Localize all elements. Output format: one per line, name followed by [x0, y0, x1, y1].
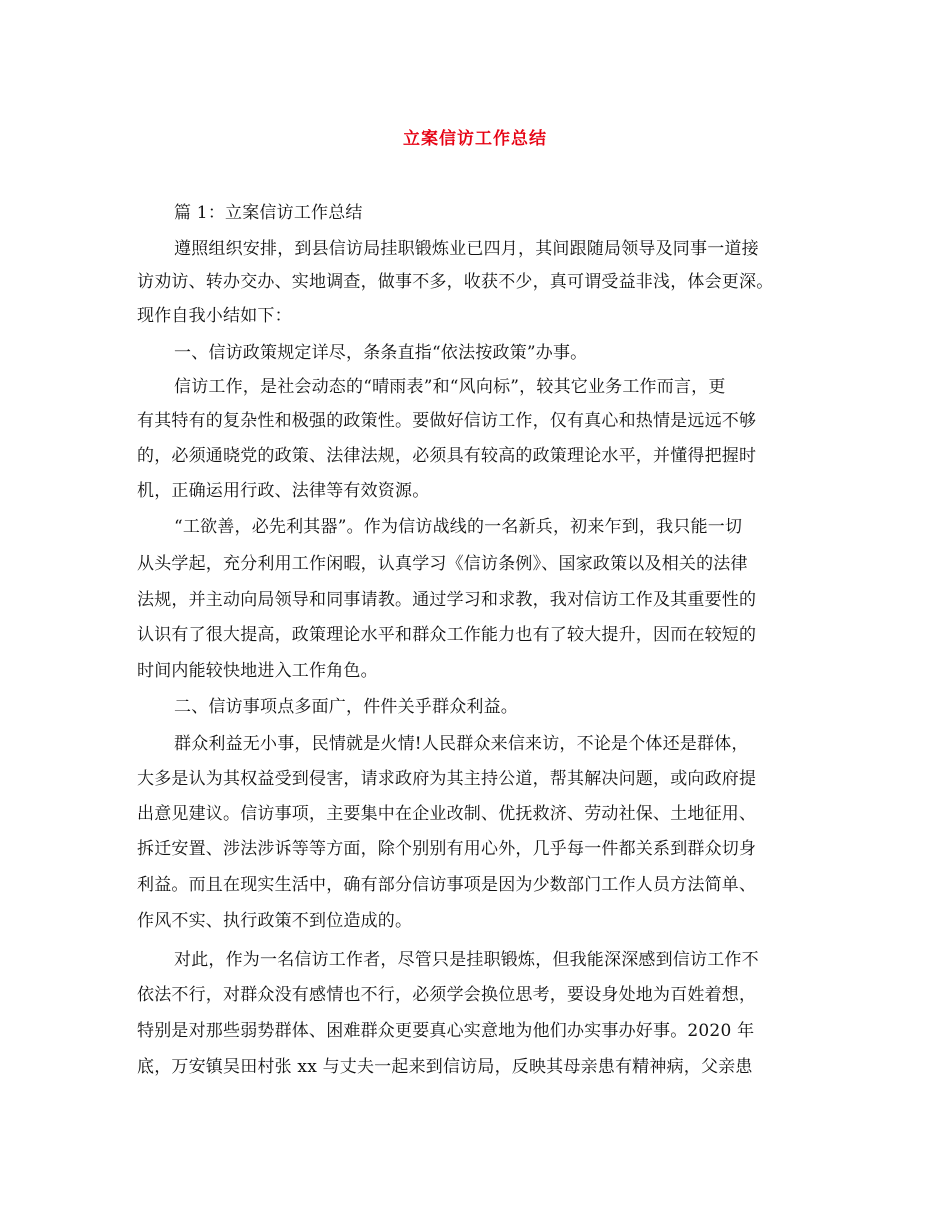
paragraph-line: 信访工作，是社会动态的“晴雨表”和“风向标”，较其它业务工作而言，更	[174, 377, 726, 397]
paragraph-line: 遵照组织安排，到县信访局挂职锻炼业已四月，其间跟随局领导及同事一道接	[174, 239, 759, 259]
paragraph-line: 认识有了很大提高，政策理论水平和群众工作能力也有了较大提升，因而在较短的	[137, 625, 757, 645]
paragraph-line: 现作自我小结如下：	[137, 306, 292, 326]
paragraph-line: 时间内能较快地进入工作角色。	[137, 661, 378, 681]
paragraph-line: 群众利益无小事，民情就是火情!人民群众来信来访，不论是个体还是群体，	[174, 734, 749, 754]
paragraph-line: 访劝访、转办交办、实地调查，做事不多，收获不少，真可谓受益非浅，体会更深。	[137, 272, 774, 292]
paragraph-line: 大多是认为其权益受到侵害，请求政府为其主持公道，帮其解决问题，或向政府提	[137, 769, 757, 789]
paragraph-line: 法规，并主动向局领导和同事请教。通过学习和求教，我对信访工作及其重要性的	[137, 590, 757, 610]
paragraph-line: “工欲善，必先利其器”。作为信访战线的一名新兵，初来乍到，我只能一切	[174, 517, 743, 537]
paragraph-line: 对此，作为一名信访工作者，尽管只是挂职锻炼，但我能深深感到信访工作不	[174, 950, 759, 970]
paragraph-line: 从头学起，充分利用工作闲暇，认真学习《信访条例》、国家政策以及相关的法律	[137, 554, 748, 574]
section-heading: 二、信访事项点多面广，件件关乎群众利益。	[174, 697, 518, 717]
paragraph-line: 作风不实、执行政策不到位造成的。	[137, 911, 413, 931]
paragraph-line: 出意见建议。信访事项，主要集中在企业改制、优抚救济、劳动社保、土地征用、	[137, 804, 757, 824]
document-title: 立案信访工作总结	[403, 129, 547, 149]
section-heading: 篇 1：立案信访工作总结	[174, 203, 363, 223]
paragraph-line: 的，必须通晓党的政策、法律法规，必须具有较高的政策理论水平，并懂得把握时	[137, 446, 757, 466]
paragraph-line: 底，万安镇吴田村张 xx 与丈夫一起来到信访局，反映其母亲患有精神病，父亲患	[137, 1057, 753, 1077]
paragraph-line: 依法不行，对群众没有感情也不行，必须学会换位思考，要设身处地为百姓着想，	[137, 985, 757, 1005]
section-heading: 一、信访政策规定详尽，条条直指“依法按政策”办事。	[174, 343, 588, 363]
paragraph-line: 特别是对那些弱势群体、困难群众更要真心实意地为他们办实事办好事。2020 年	[137, 1021, 755, 1041]
paragraph-line: 拆迁安置、涉法涉诉等等方面，除个别别有用心外，几乎每一件都关系到群众切身	[137, 839, 757, 859]
paragraph-line: 利益。而且在现实生活中，确有部分信访事项是因为少数部门工作人员方法简单、	[137, 875, 757, 895]
paragraph-line: 机，正确运用行政、法律等有效资源。	[137, 481, 430, 501]
paragraph-line: 有其特有的复杂性和极强的政策性。要做好信访工作，仅有真心和热情是远远不够	[137, 411, 757, 431]
